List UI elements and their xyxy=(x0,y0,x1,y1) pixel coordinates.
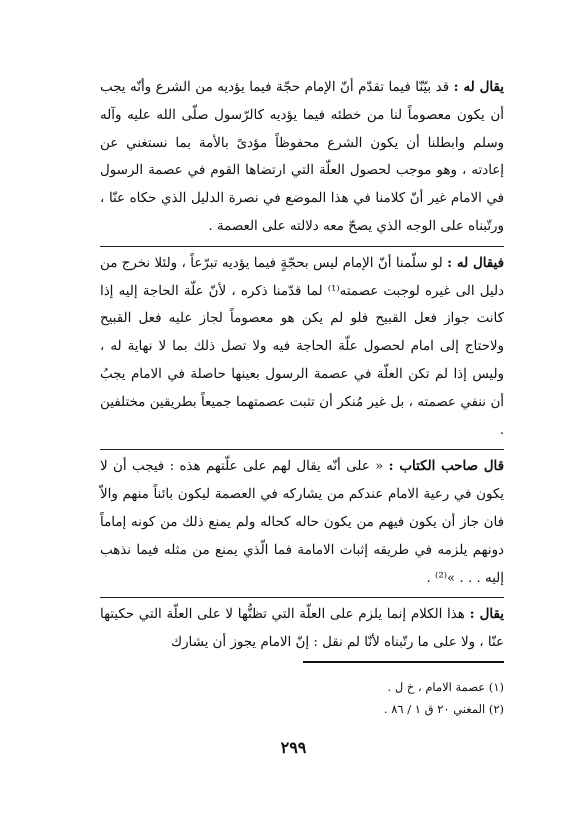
paragraph-body: قد بيّنّا فيما تقدّم أنّ الإمام حجّة فيما يؤديه من الشرع وأنّه يجب أن يكون معصوماً لنا من خطئه فيما يؤديه كالرّسول صلّى الله عليه وآله وسلم وابطلنا أن يكون الشرع محفوظاً مؤدىً بالأمة بما نستغني عن إعادته ، وهو موجب لحصول العلّة التي ارتضاها القوم في عصمة الرسول في الامام غير أنّ كلامنا في هذا الموضع في نصرة الدليل الذي حكاه عنّا ، ورتّبناه على الوجه الذي يصحّ معه دلالته على العصمة . xyxy=(100,80,504,234)
footnote-2: (٢) المغني ٢٠ ق ١ / ٨٦ . xyxy=(383,702,504,716)
footnotes xyxy=(100,676,504,720)
paragraph-divider xyxy=(100,246,504,247)
paragraph-4 xyxy=(100,601,504,657)
paragraph-body: هذا الكلام إنما يلزم على العلّة التي تظنُّها لا على العلّة التي حكيتها عنّا ، ولا على ما رتّبناه لأنّا لم نقل : إنّ الامام يجوز أن يشارك xyxy=(100,607,504,651)
speaker-label: يقال له : xyxy=(453,79,504,95)
paragraph-body: لو سلّمنا أنّ الإمام ليس بحجّةٍ فيما يؤديه تبرّعاً ، ولئلا نخرج من دليل الى غيره لوجبت عصمته⁽¹⁾ لما قدّمنا ذكره ، لأنّ علّة الحاجة إليه إذا كانت جواز فعل القبيح فلو لم يكن هو معصوماً لجاز عليه فعل القبيح ولاحتاج إلى امام لحصول علّة الحاجة فيه ولا تصل ذلك بما لا نهاية له ، وليس إذا لم تكن العلّة في عصمة الرسول بعينها حاصلة في الامام يجبُ أن ننفي عصمته ، بل غير مُنكر أن تثبت عصمتهما جميعاً بطريقين مختلفين . xyxy=(100,255,504,438)
paragraph-2 xyxy=(100,250,504,445)
speaker-label: قال صاحب الكتاب : xyxy=(388,458,504,475)
footnote-rule xyxy=(303,661,504,663)
speaker-label: يقال : xyxy=(469,606,504,623)
paragraph-body: « على أنّه يقال لهم على علّتهم هذه : فيجب أن لا يكون في رعية الامام عندكم من يشاركه في العصمة ليكون بائناً منهم والاّ فان جاز أن يكون فيهم من يكون حاله كحاله ولم يمنع ذلك من كونه إماماً دونهم يلزمه في طريقه إثبات الامامة فما الّذي يمنع من مثله فيما نذهب إليه . . . »⁽²⁾ . xyxy=(100,459,504,586)
main-text xyxy=(100,74,504,657)
paragraph-3 xyxy=(100,453,504,592)
paragraph-1 xyxy=(100,74,504,241)
footnote-1: (١) عصمة الامام ، خ ل . xyxy=(387,680,504,694)
speaker-label: فيقال له : xyxy=(447,254,504,271)
paragraph-divider xyxy=(100,597,504,598)
page-number: ٢٩٩ xyxy=(280,738,307,757)
paragraph-divider xyxy=(100,449,504,450)
